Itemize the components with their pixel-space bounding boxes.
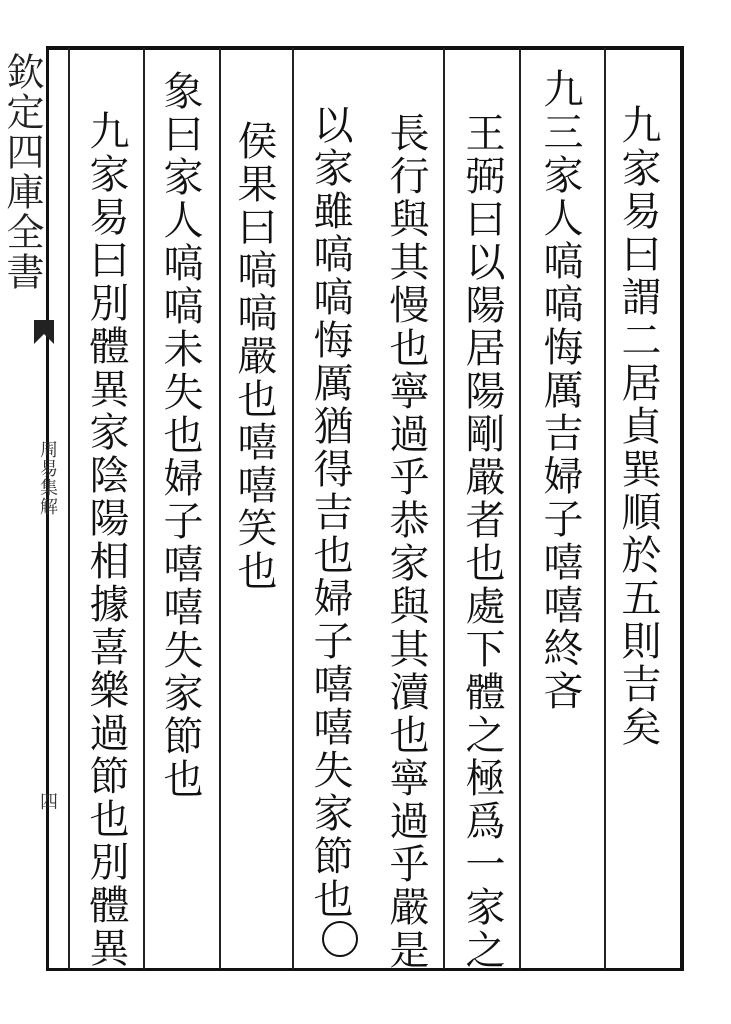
text-column-4: 長行與其慢也寧過乎恭家與其瀆也寧過乎嚴是 [383,112,429,972]
column-divider [143,48,145,969]
fish-tail-ornament-icon [32,318,56,346]
column-divider [443,48,445,969]
column-divider [68,48,70,969]
text-column-5 [306,104,358,957]
frame-border-bottom [46,968,684,971]
text-column-6: 侯果曰嗃嗃嚴也嘻嘻笑也 [231,120,277,593]
margin-title: 欽定四庫全書 [0,52,44,292]
text-column-8: 九家易曰別體異家陰陽相據喜樂過節也別體異 [83,110,129,970]
text-column-5-text: 以家雖嗃嗃悔厲猶得吉也婦子嘻嘻失家節也 [307,104,353,921]
circle-mark-icon [322,921,358,957]
column-divider [292,48,294,969]
column-divider [604,48,606,969]
text-column-1: 九家易曰謂二居貞巽順於五則吉矣 [615,104,661,749]
text-column-3: 王弼曰以陽居陽剛嚴者也處下體之極爲一家之 [459,112,505,972]
text-column-2: 九三家人嗃嗃悔厲吉婦子嘻嘻終吝 [537,68,583,713]
margin-page-number: 四 [37,792,58,810]
text-column-7: 象曰家人嗃嗃未失也婦子嘻嘻失家節也 [157,70,203,801]
margin-book-name: 周易集解 [37,440,58,516]
frame-border-right [680,46,684,971]
column-divider [219,48,221,969]
frame-border-top [46,46,684,50]
column-divider [519,48,521,969]
